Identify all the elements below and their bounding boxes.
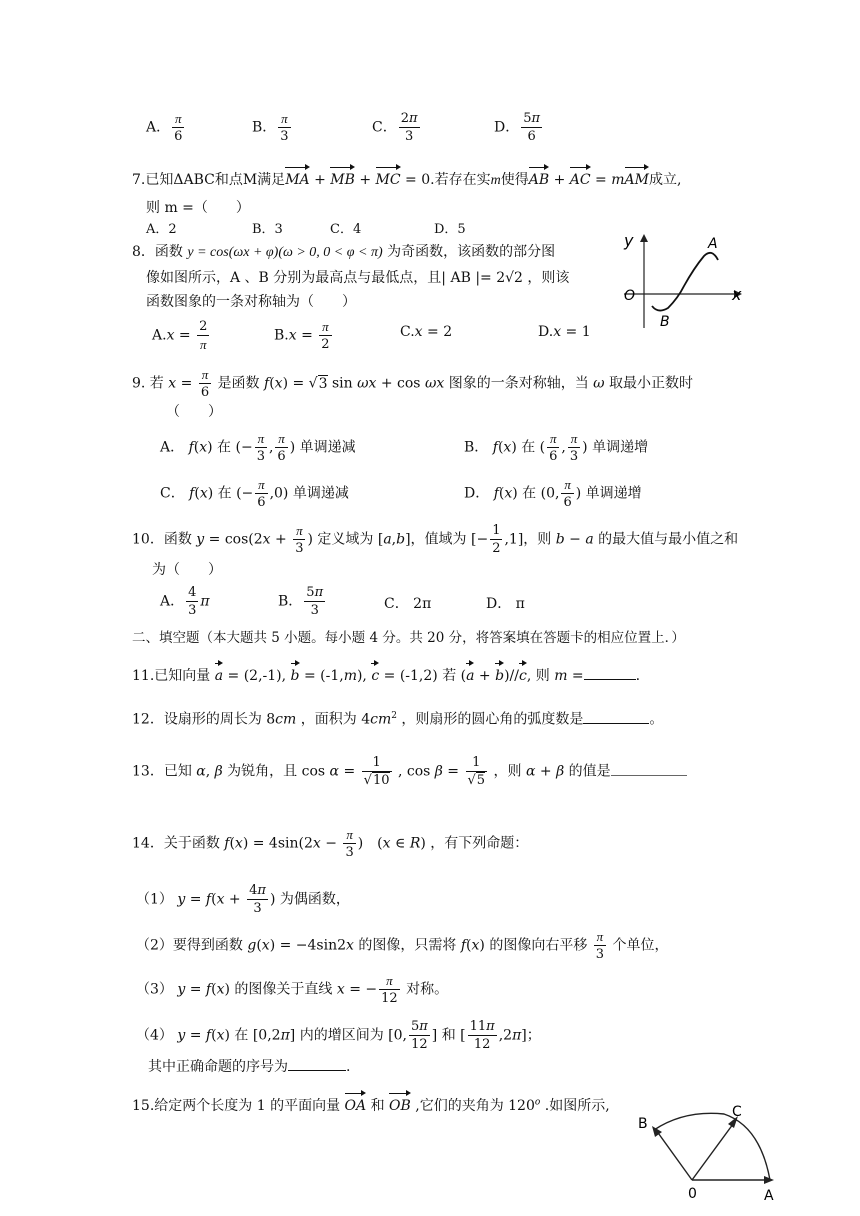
q7-option-a: A．2 [146,222,177,237]
q9-line1: 9. 若 x = $\frac{\pi}{6}$ 是函数 f(x) = √3 sin ωx + cos ωx 图象的一条对称轴，当 ω 取最小正数时 [132,367,694,400]
q10-line2: 为（ ） [152,562,222,578]
q10-option-d: D． π [486,596,525,612]
q14-answer-line: 其中正确命题的序号为 . [148,1056,350,1077]
label-a: A [708,236,718,252]
q10-option-b: B． $\frac{5\pi}{3}$ [278,585,324,618]
q15-graph [632,1104,782,1212]
q10-option-a: A． $\frac{4}{3}$ π [160,585,210,618]
q9-option-d: D． f(x) 在 (0, $\frac{\pi}{6}$ ) 单调递增 [464,477,642,510]
q8-line1: 8．函数 y = cos(ωx + φ)(ω > 0, 0 < φ < π) 为奇函数，该函数的部分图 [132,244,556,260]
q14-proposition-3: （3） y = f(x) 的图像关于直线 x = − $\frac{\pi}{12}$ 对称。 [136,973,449,1006]
q8-line3: 函数图象的一条对称轴为（ ） [146,294,356,310]
label-b: B [638,1116,648,1132]
q14-proposition-1: （1） y = f(x + $\frac{4\pi}{3}$ ) 为偶函数， [136,883,350,916]
arc [654,1113,770,1180]
q6-option-d: D． $\frac{5\pi}{6}$ [494,111,541,144]
q7-option-d: D．5 [434,222,466,237]
label-y: y [624,231,634,250]
q9-option-b: B． f(x) 在 ( $\frac{\pi}{6}$ , $\frac{\pi}{3}$ ) 单调递增 [464,431,649,464]
q9-option-a: A． f(x) 在 (− $\frac{\pi}{3}$ , $\frac{\pi}{6}$ ) 单调递减 [160,431,356,464]
q8-option-b: B.x = $\frac{\pi}{2}$ [274,319,330,352]
q10-option-c: C． 2π [384,596,432,612]
q7-line1: 7.已知ΔABC和点M满足MA + MB + MC = 0.若存在实m使得AB + AC = mAM成立, [132,166,681,191]
q12: 12．设扇形的周长为 8cm ，面积为 $4cm^2$ ，则扇形的圆心角的弧度数是 。 [132,706,663,730]
section-2-heading: 二、填空题（本大题共 5 小题。每小题 4 分。共 20 分，将答案填在答题卡的相应位置上．） [132,630,685,646]
q7-option-c: C．4 [330,222,362,237]
label-c: C [732,1104,742,1120]
q15: 15.给定两个长度为 1 的平面向量 OA 和 OB ,它们的夹角为 120$^o$ .如图所示, [132,1092,610,1116]
label-b: B [660,314,670,330]
q8-graph [616,228,746,332]
cosine-curve [652,253,718,311]
q6-option-b: B． $\frac{\pi}{3}$ [252,111,289,144]
label-x: x [732,285,742,304]
q9-option-c: C． f(x) 在 (− $\frac{\pi}{6}$ ,0) 单调递减 [160,477,349,510]
label-o: O [624,288,636,304]
q6-option-c: C． $\frac{2\pi}{3}$ [372,111,418,144]
q14-proposition-2: （2）要得到函数 g(x) = −4sin2x 的图像，只需将 f(x) 的图像向右平移 $\frac{\pi}{3}$ 个单位， [136,929,669,962]
q7-line2: 则 m =（ ） [146,200,250,216]
q10-line1: 10．函数 y = cos(2x + $\frac{\pi}{3}$ ) 定义域为 [a,b]，值域为 [− $\frac{1}{2}$ ,1]，则 b − a 的最大值与最小值之和 [132,523,739,556]
q11: 11.已知向量 a = (2,-1), b = (-1,m), c = (-1,2) 若 (a + b)//c, 则 m = . [132,662,640,686]
vector-ob [656,1130,692,1180]
q6-option-a: A． $\frac{\pi}{6}$ [146,111,183,144]
vector-oc [692,1120,736,1180]
label-a: A [764,1188,774,1204]
q8-option-a: A.x = $\frac{2}{\pi}$ [152,319,208,352]
q8-line2: 像如图所示，A 、B 分别为最高点与最低点，且| AB |= 2√2 ，则该 [146,270,570,286]
q14-line1: 14．关于函数 f(x) = 4sin(2x − $\frac{\pi}{3}$ ) (x ∈ R) ，有下列命题： [132,827,529,860]
label-o: 0 [688,1186,697,1202]
q14-proposition-4: （4） y = f(x) 在 [0,2π] 内的增区间为 [0, $\frac{5\pi}{12}$ ] 和 [ $\frac{11\pi}{12}$ ,2π]； [136,1019,541,1052]
q13: 13．已知 α, β 为锐角，且 cos α = $\frac{1}{√10}$ , cos β = $\frac{1}{√5}$ ，则 α + β 的值是 [132,756,687,787]
q8-option-d: D.x = 1 [538,324,591,340]
q7-option-b: B．3 [252,222,283,237]
q9-paren: （ ） [166,404,222,420]
q8-option-c: C.x = 2 [400,324,453,340]
y-axis-arrow [640,234,648,242]
